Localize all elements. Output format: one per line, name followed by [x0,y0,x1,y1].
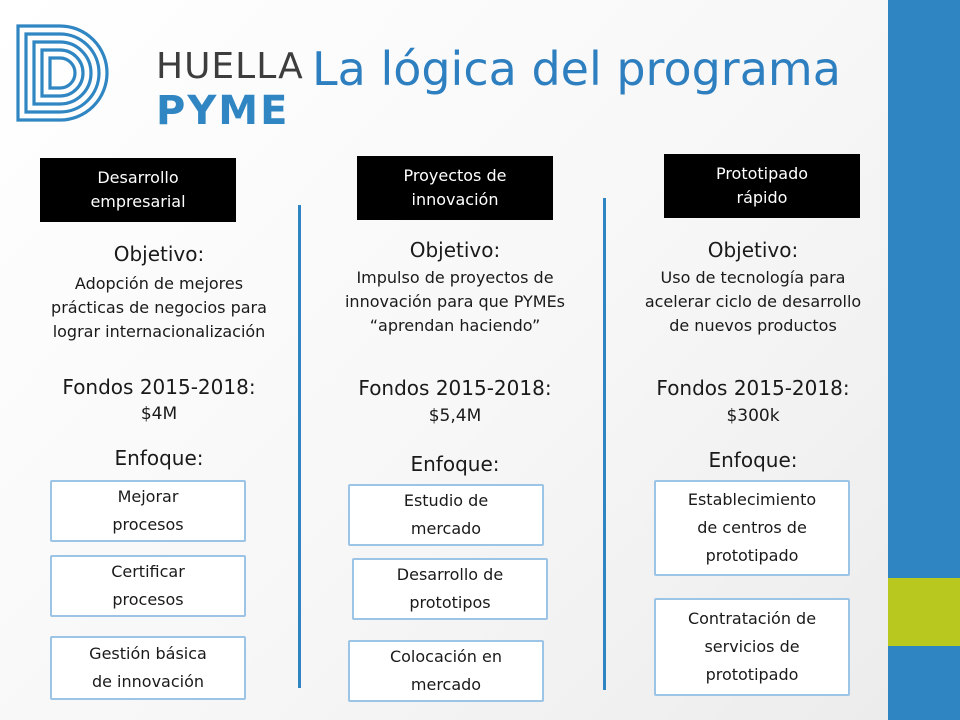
funds-value: $300k [726,406,780,426]
objective-line: Adopción de mejores [74,274,244,293]
funds-title: Fondos 2015-2018: [62,375,256,399]
focus-card: Contratación de servicios de prototipado [654,598,850,696]
focus-title: Enfoque: [114,446,204,470]
funds-title: Fondos 2015-2018: [358,376,552,400]
objective-line: Impulso de proyectos de [356,268,554,287]
focus-card: Estudio de mercado [348,484,544,546]
focus-title: Enfoque: [708,448,798,472]
page-title: La lógica del programa [312,42,841,96]
objective-title: Objetivo: [113,242,205,266]
column-prototipado-rapido [608,150,898,720]
objective-text [608,266,898,338]
funds-value: $4M [140,404,178,424]
objective-text [310,266,600,338]
header-line-1: Prototipado [715,164,809,183]
logo-text-pyme: PYME [156,88,290,134]
objective-line: innovación para que PYMEs [344,292,566,311]
focus-card: Colocación en mercado [348,640,544,702]
objective-text [14,272,304,344]
objective-line: de nuevos productos [669,316,837,335]
column-divider-2 [603,198,606,690]
focus-card: Certificar procesos [50,555,246,617]
focus-card: Mejorar procesos [50,480,246,542]
focus-card: Gestión básica de innovación [50,636,246,700]
focus-title: Enfoque: [410,452,500,476]
funds-title: Fondos 2015-2018: [656,376,850,400]
focus-card: Establecimiento de centros de prototipado [654,480,850,576]
column-desarrollo-empresarial [14,150,304,720]
logo-mark-icon [8,18,148,128]
objective-title: Objetivo: [409,238,501,262]
objective-line: “aprendan haciendo” [369,316,541,335]
header-line-2: empresarial [90,192,186,211]
side-bar-blue-top [888,0,960,578]
column-header [664,154,860,218]
logo-text-huella: HUELLA [156,46,304,87]
header-line-1: Desarrollo [97,168,179,187]
header-line-2: rápido [736,188,788,207]
side-bar-green [888,578,960,646]
column-header [357,156,553,220]
objective-title: Objetivo: [707,238,799,262]
objective-line: Uso de tecnología para [660,268,846,287]
objective-line: acelerar ciclo de desarrollo [644,292,862,311]
side-bar-blue-bottom [888,646,960,720]
huella-pyme-logo [8,18,304,134]
column-header [40,158,236,222]
objective-line: lograr internacionalización [52,322,266,341]
funds-value: $5,4M [428,406,482,426]
column-proyectos-innovacion [310,150,600,720]
focus-card: Desarrollo de prototipos [352,558,548,620]
header-line-2: innovación [411,190,499,209]
header-line-1: Proyectos de [403,166,507,185]
objective-line: prácticas de negocios para [51,298,267,317]
